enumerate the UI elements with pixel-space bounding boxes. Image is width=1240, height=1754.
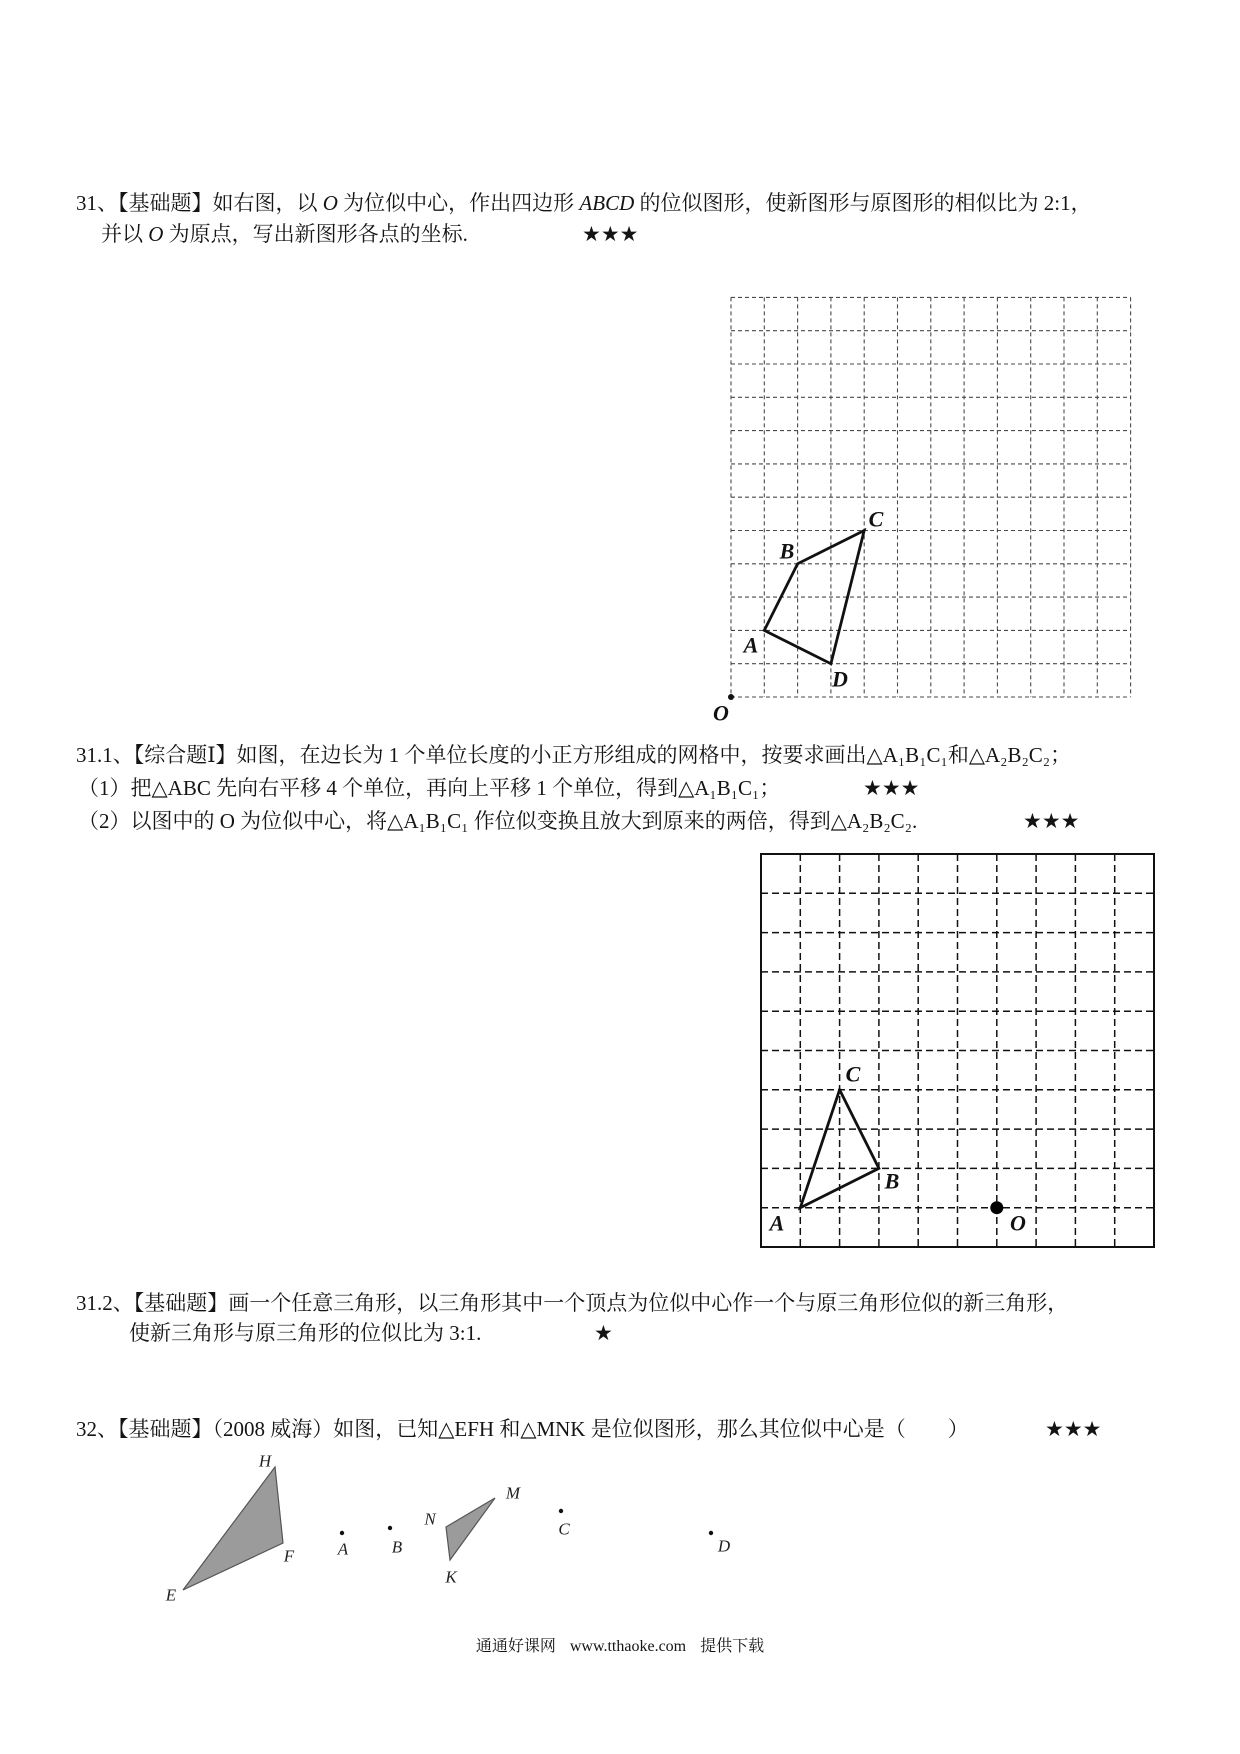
question-number: 31.1、 (76, 743, 134, 767)
page-footer (0, 1638, 1240, 1656)
figure-q31-1 (761, 854, 1154, 1247)
label-a: A (337, 1539, 349, 1559)
q31-1-part2-stars: ★★★ (1023, 809, 1080, 833)
q32-difficulty-stars: ★★★ (1045, 1417, 1102, 1441)
origin-o-variable: O (148, 222, 164, 246)
center-point-o (728, 694, 734, 700)
label-d: D (832, 666, 848, 692)
figure-q31-grid (731, 297, 1131, 697)
label-o: O (713, 700, 729, 726)
footer-suffix: 提供下载 (700, 1638, 765, 1655)
label-m: M (505, 1483, 521, 1503)
footer-site-name: 通通好课网 (475, 1638, 556, 1655)
label-b: B (391, 1537, 403, 1557)
center-point-o (990, 1201, 1003, 1214)
question-tag: 【基础题】 (118, 1417, 213, 1441)
label-e: E (165, 1585, 177, 1605)
q31-text-c: 的位似图形，使新图形与原图形的相似比为 2:1， (634, 191, 1092, 215)
question-number: 31、 (76, 191, 118, 215)
triangle-mnk (446, 1498, 495, 1560)
label-a: A (769, 1210, 785, 1236)
q31-difficulty-stars: ★★★ (582, 222, 639, 246)
question-number: 31.2、 (76, 1291, 134, 1315)
point-d (709, 1531, 713, 1535)
label-k: K (445, 1567, 457, 1587)
q31-2-text-a: 画一个任意三角形，以三角形其中一个顶点为位似中心作一个与原三角形位似的新三角形， (228, 1291, 1069, 1315)
q31-1-part2-text: （2）以图中的 O 为位似中心，将△A₁B₁C₁ 作位似变换且放大到原来的两倍，得到△A₂B₂C₂. (78, 809, 918, 833)
footer-url: www.tthaoke.com (569, 1638, 687, 1655)
q31-text-e: 为原点，写出新图形各点的坐标. (163, 222, 468, 246)
question-number: 32、 (76, 1417, 118, 1441)
q31-text-a: 如右图，以 (212, 191, 323, 215)
q31-text-b: 为位似中心，作出四边形 (337, 191, 580, 215)
point-b (388, 1526, 392, 1530)
question-tag: 【基础题】 (133, 1291, 229, 1315)
question-tag: 【基础题】 (118, 191, 213, 215)
label-c: C (558, 1519, 570, 1539)
point-c (559, 1509, 563, 1513)
q31-1-part1-text: （1）把△ABC 先向右平移 4 个单位，再向上平移 1 个单位，得到△A₁B₁C₁； (78, 776, 781, 800)
q31-2-difficulty-stars: ★ (594, 1321, 613, 1345)
label-n: N (424, 1509, 436, 1529)
label-d: D (717, 1536, 731, 1556)
label-c: C (868, 506, 884, 532)
label-b: B (884, 1168, 900, 1194)
center-o-variable: O (322, 191, 338, 215)
label-b: B (779, 538, 795, 564)
point-a (340, 1531, 344, 1535)
figure-q31-1-grid (761, 854, 1154, 1247)
figure-q32 (165, 1452, 731, 1605)
q31-1-part1-stars: ★★★ (863, 776, 920, 800)
label-a: A (743, 632, 759, 658)
label-c: C (845, 1061, 861, 1087)
label-o: O (1010, 1210, 1026, 1236)
question-tag: 【综合题Ⅰ】 (133, 743, 237, 767)
figure-q31 (713, 297, 1131, 725)
label-h: H (258, 1451, 272, 1471)
quadrilateral-abcd-variable: ABCD (579, 191, 635, 215)
triangle-efh (183, 1467, 283, 1590)
q32-text: （2008 威海）如图，已知△EFH 和△MNK 是位似图形，那么其位似中心是（ ） (212, 1417, 969, 1441)
label-f: F (283, 1546, 295, 1566)
q31-2-text-b: 使新三角形与原三角形的位似比为 3:1. (129, 1321, 482, 1345)
q31-text-d: 并以 (101, 222, 149, 246)
q31-1-intro: 如图，在边长为 1 个单位长度的小正方形组成的网格中，按要求画出△A₁B₁C₁和△A₂B₂C₂； (236, 743, 1072, 767)
